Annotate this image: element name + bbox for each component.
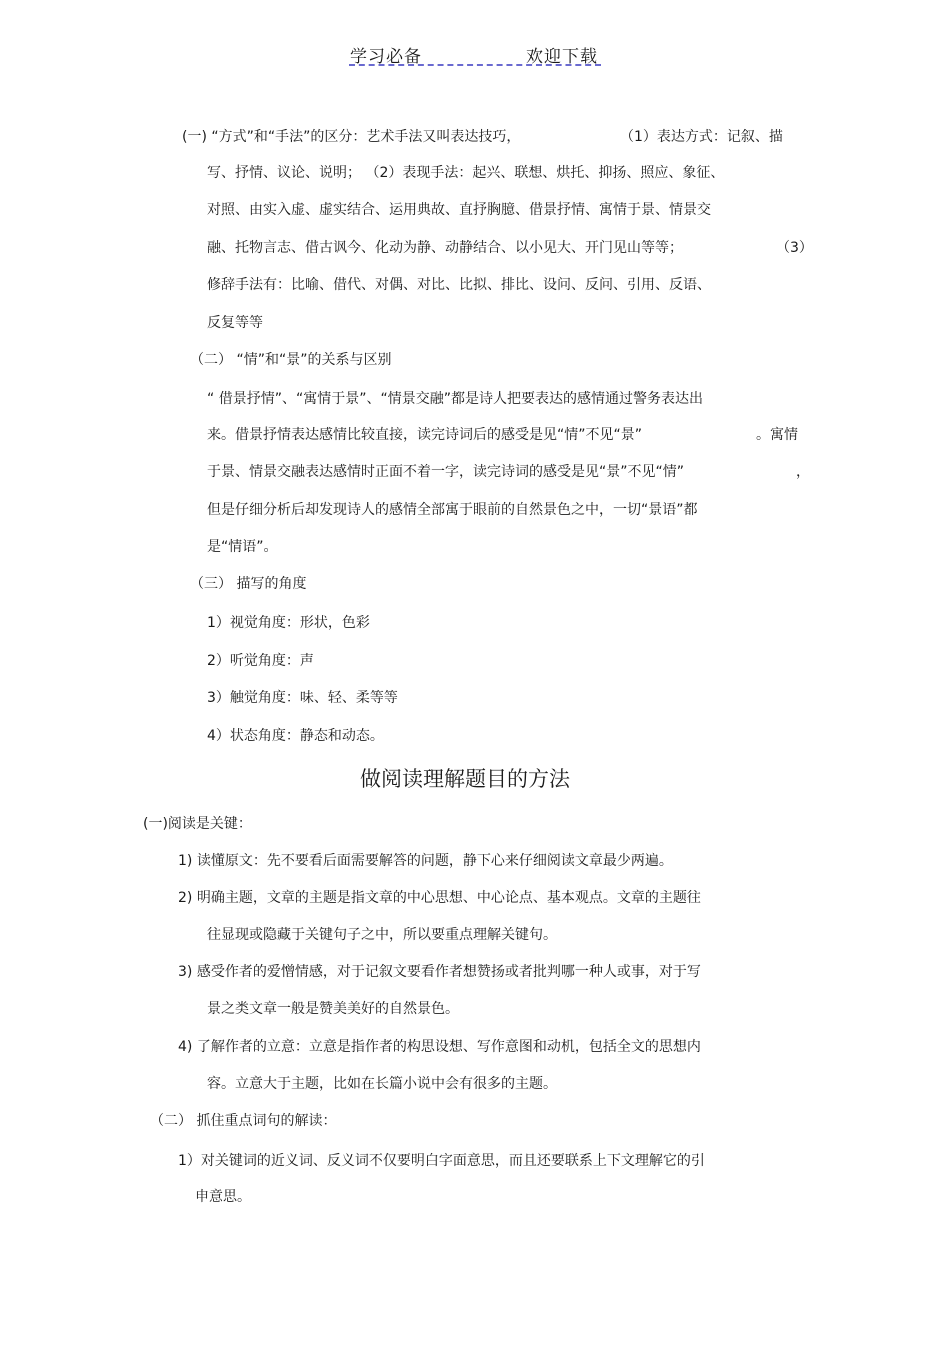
list-item: 1）对关键词的近义词、反义词不仅要明白字面意思，而且还要联系上下文理解它的引 bbox=[178, 1153, 705, 1169]
list-item: 2) 明确主题，文章的主题是指文章的中心思想、中心论点、基本观点。文章的主题往 bbox=[178, 890, 701, 906]
text-line: 但是仔细分析后却发现诗人的感情全部寓于眼前的自然景色之中，一切“景语”都 bbox=[207, 502, 698, 518]
text-line: “ 借景抒情”、“寓情于景”、“情景交融”都是诗人把要表达的感情通过警务表达出 bbox=[207, 391, 703, 407]
text-line: 容。立意大于主题，比如在长篇小说中会有很多的主题。 bbox=[207, 1076, 557, 1092]
text-line: 融、托物言志、借古讽今、化动为静、动静结合、以小见大、开门见山等等； bbox=[207, 240, 683, 256]
list-item: 1) 读懂原文：先不要看后面需要解答的问题，静下心来仔细阅读文章最少两遍。 bbox=[178, 853, 673, 869]
text-line: 修辞手法有：比喻、借代、对偶、对比、比拟、排比、设问、反问、引用、反语、 bbox=[207, 277, 711, 293]
section-heading: (一)阅读是关键： bbox=[143, 816, 252, 832]
text-line: (一) “方式”和“手法”的区分：艺术手法又叫表达技巧， bbox=[182, 129, 521, 145]
text-line: （1）表达方式：记叙、描 bbox=[620, 129, 783, 145]
text-line: 写、抒情、议论、说明； （2）表现手法：起兴、联想、烘托、抑扬、照应、象征、 bbox=[207, 165, 725, 181]
list-item: 2）听觉角度：声 bbox=[207, 653, 314, 669]
page-title: 做阅读理解题目的方法 bbox=[360, 767, 570, 791]
section-heading: （二） 抓住重点词句的解读： bbox=[150, 1113, 337, 1129]
text-line: ， bbox=[796, 464, 810, 480]
text-line: 反复等等 bbox=[207, 315, 263, 331]
list-item: 3) 感受作者的爱憎情感，对于记叙文要看作者想赞扬或者批判哪一种人或事，对于写 bbox=[178, 964, 701, 980]
text-line: 。寓情 bbox=[756, 427, 798, 443]
text-line: 申意思。 bbox=[195, 1189, 251, 1205]
text-line: 于景、情景交融表达感情时正面不着一字，读完诗词的感受是见“景”不见“情” bbox=[207, 464, 685, 480]
header-left: 学习必备 bbox=[350, 47, 422, 67]
header-underline bbox=[349, 64, 601, 66]
list-item: 4）状态角度：静态和动态。 bbox=[207, 728, 384, 744]
text-line: （3） bbox=[776, 240, 813, 256]
text-line: 对照、由实入虚、虚实结合、运用典故、直抒胸臆、借景抒情、寓情于景、情景交 bbox=[207, 202, 711, 218]
text-line: 往显现或隐藏于关键句子之中，所以要重点理解关键句。 bbox=[207, 927, 557, 943]
section-heading: （三） 描写的角度 bbox=[190, 576, 307, 592]
list-item: 3）触觉角度：味、轻、柔等等 bbox=[207, 690, 398, 706]
list-item: 1）视觉角度：形状，色彩 bbox=[207, 615, 370, 631]
section-heading: （二） “情”和“景”的关系与区别 bbox=[190, 352, 392, 368]
text-line: 是“情语”。 bbox=[207, 539, 278, 555]
header-right: 欢迎下载 bbox=[526, 47, 598, 67]
text-line: 景之类文章一般是赞美美好的自然景色。 bbox=[207, 1001, 459, 1017]
text-line: 来。借景抒情表达感情比较直接，读完诗词后的感受是见“情”不见“景” bbox=[207, 427, 643, 443]
list-item: 4) 了解作者的立意：立意是指作者的构思设想、写作意图和动机，包括全文的思想内 bbox=[178, 1039, 701, 1055]
